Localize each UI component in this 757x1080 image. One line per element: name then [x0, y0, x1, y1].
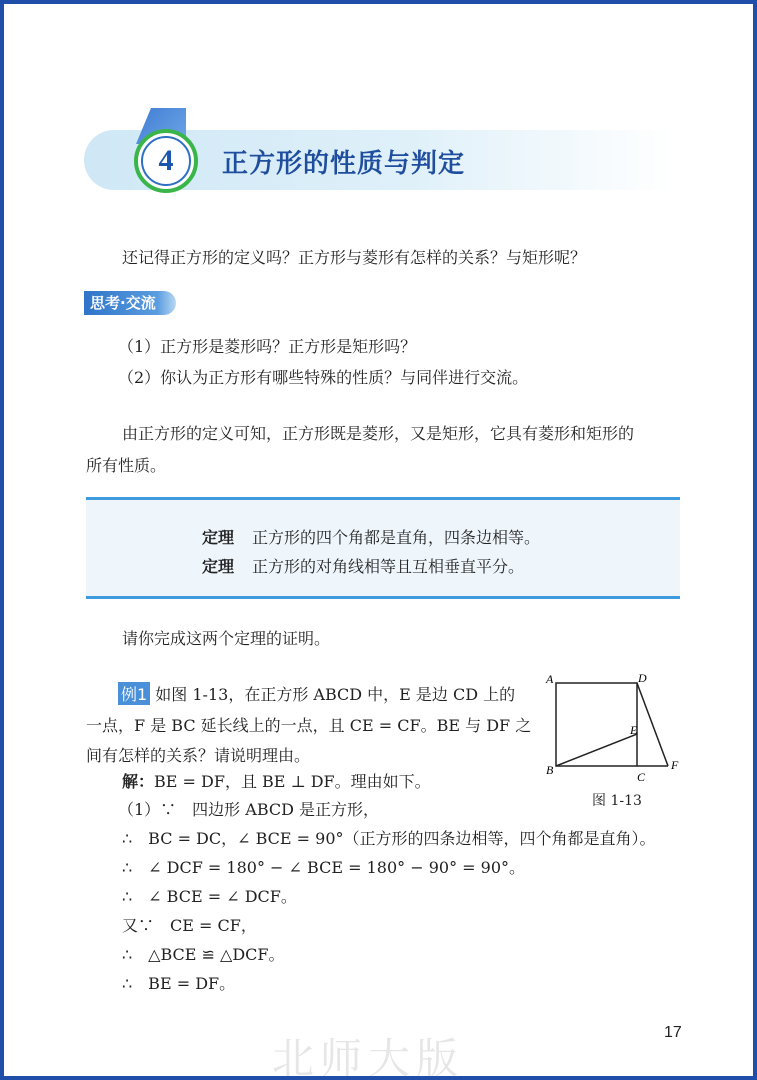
label-f: F: [671, 758, 679, 772]
solution-line: [122, 769, 431, 792]
solution-text: BE = DF，且 BE ⊥ DF。理由如下。: [154, 772, 431, 791]
proof-step-5: 又∵ CE = CF，: [122, 916, 257, 935]
proof-prompt: 请你完成这两个定理的证明。: [122, 629, 331, 648]
theorem-2-label: 定理: [202, 557, 235, 576]
label-e: E: [630, 723, 638, 737]
think-discuss-tag: 思考·交流: [84, 291, 176, 315]
example-line-2: 一点，F 是 BC 延长线上的一点，且 CE = CF。BE 与 DF 之: [86, 716, 532, 735]
question-2: （2）你认为正方形有哪些特殊的性质？与同伴进行交流。: [118, 368, 529, 387]
proof-step-4: ∴ ∠ BCE = ∠ DCF。: [122, 887, 297, 906]
theorem-1-text: 正方形的四个角都是直角，四条边相等。: [252, 528, 541, 547]
proof-step-3: ∴ ∠ DCF = 180° − ∠ BCE = 180° − 90° = 90°。: [122, 858, 526, 877]
proof-step-6: ∴ △BCE ≌ △DCF。: [122, 945, 285, 964]
theorem-box: [86, 497, 680, 599]
paragraph-line-2: 所有性质。: [86, 456, 167, 475]
textbook-page: [4, 4, 753, 1076]
segment-df: [637, 683, 668, 766]
label-c: C: [637, 770, 646, 784]
example-line-1-text: 如图 1-13，在正方形 ABCD 中，E 是边 CD 上的: [155, 685, 516, 704]
label-b: B: [546, 763, 554, 777]
theorem-2: [202, 554, 524, 577]
figure-caption: 图 1-13: [592, 793, 642, 809]
label-d: D: [638, 671, 647, 685]
label-a: A: [546, 672, 554, 686]
theorem-1-label: 定理: [202, 528, 235, 547]
proof-step-7: ∴ BE = DF。: [122, 974, 236, 993]
example-tag: 例1: [118, 682, 150, 705]
example-line-1: [118, 682, 515, 705]
intro-text: 还记得正方形的定义吗？正方形与菱形有怎样的关系？与矩形呢？: [122, 248, 587, 267]
theorem-1: [202, 525, 540, 548]
solution-label: 解：: [122, 772, 155, 791]
square-abcd: [556, 683, 637, 766]
segment-be: [556, 734, 637, 766]
section-number: 4: [141, 136, 191, 186]
figure-square-diagram: [540, 668, 690, 788]
example-line-3: 间有怎样的关系？请说明理由。: [86, 746, 311, 765]
paragraph-line-1: 由正方形的定义可知，正方形既是菱形，又是矩形，它具有菱形和矩形的: [122, 424, 635, 443]
question-1: （1）正方形是菱形吗？正方形是矩形吗？: [118, 337, 417, 356]
proof-step-1: （1）∵ 四边形 ABCD 是正方形，: [118, 800, 380, 819]
theorem-2-text: 正方形的对角线相等且互相垂直平分。: [252, 557, 525, 576]
section-title: 正方形的性质与判定: [222, 149, 466, 179]
publisher-watermark: 北师大版: [272, 1034, 465, 1076]
page-number: 17: [664, 1024, 682, 1041]
proof-step-2: ∴ BC = DC，∠ BCE = 90°（正方形的四条边相等，四个角都是直角）。: [122, 829, 656, 848]
